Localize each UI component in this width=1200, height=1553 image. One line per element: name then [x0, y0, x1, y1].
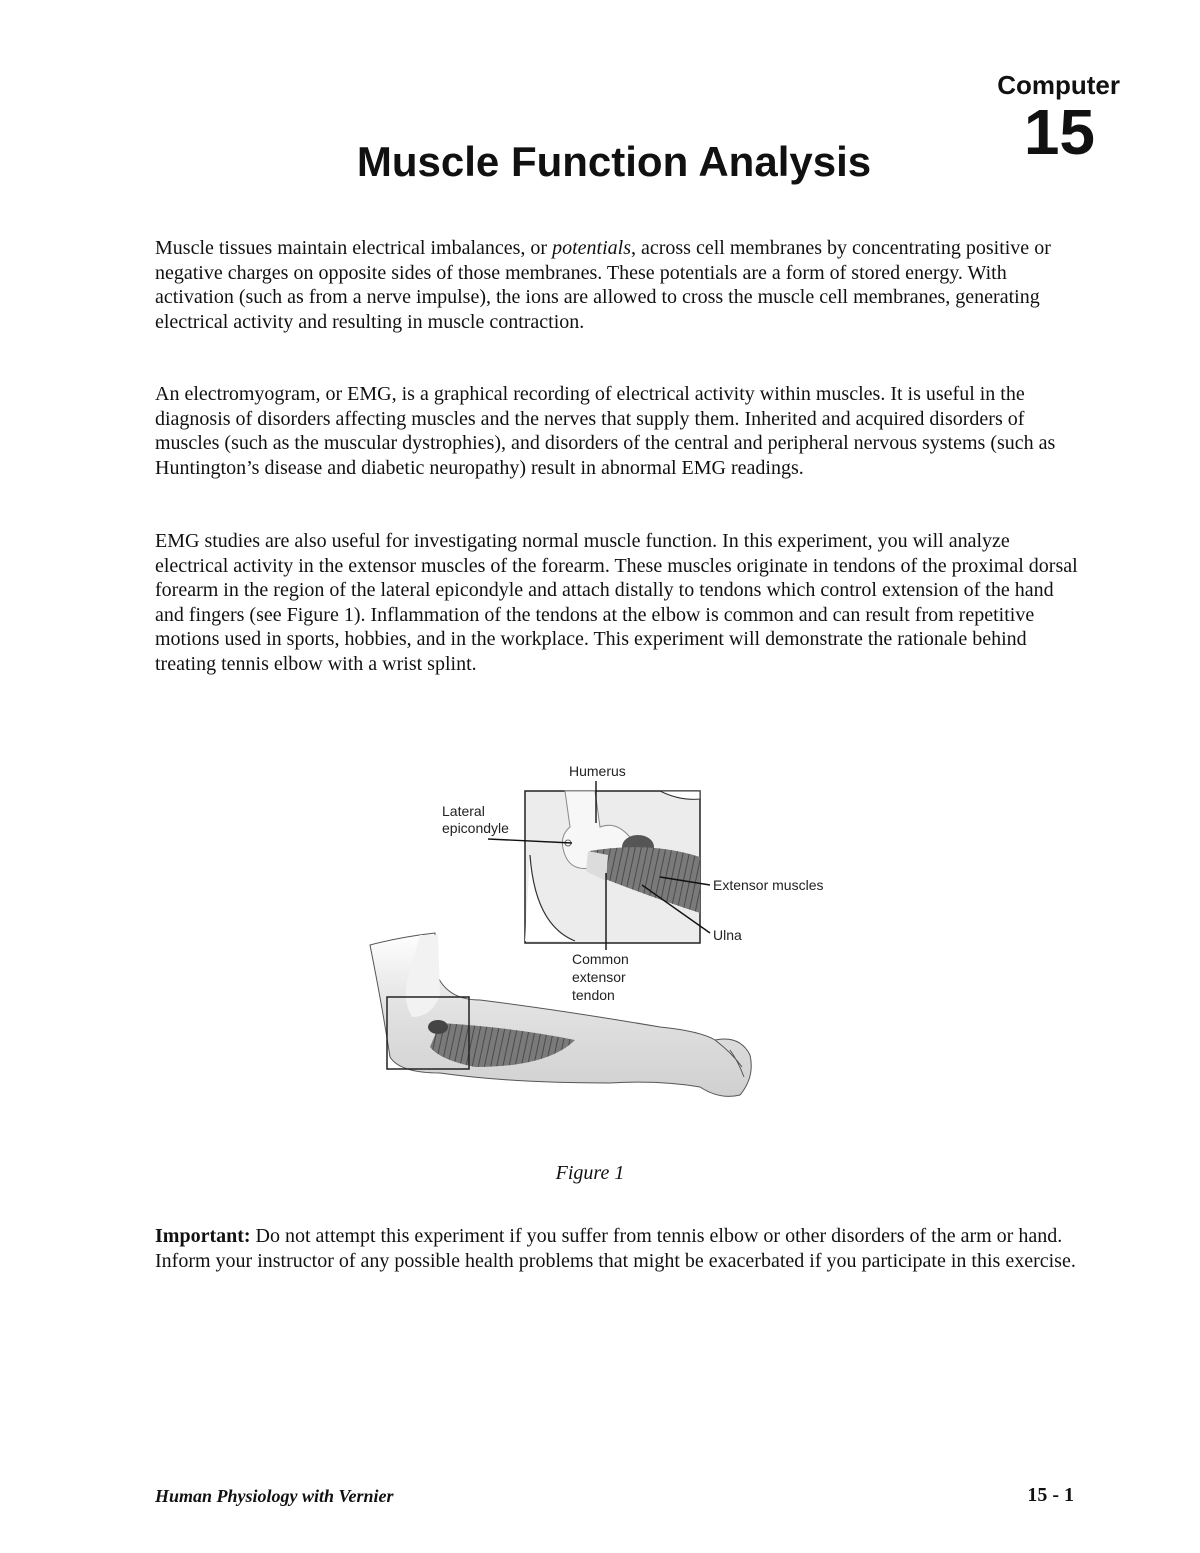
forearm-drawing [370, 933, 751, 1096]
important-label: Important: [155, 1225, 251, 1247]
potentials-term: potentials [552, 237, 631, 259]
experiment-paragraph: EMG studies are also useful for investigating normal muscle function. In this experiment, you will analyze electrical activity in the extensor muscles of the forearm. These muscles originate in tendons of the proximal dorsal forearm in the region of the lateral epicondyle and attach distally to tendons which control extension of the hand and fingers (see Figure 1). Inflammation of the tendons at the elbow is common and can result from repetitive motions used in sports, hobbies, and in the workplace. This experiment will demonstrate the rationale behind treating tennis elbow with a wrist splint. [155, 530, 1078, 675]
footer-page-number: 15 - 1 [1027, 1484, 1074, 1506]
extensor-muscles-label: Extensor muscles [713, 877, 824, 893]
page-title: Muscle Function Analysis [356, 138, 872, 185]
intro-text-end: , across cell membranes by concentrating positive or negative charges on opposite sides of those membranes. These potentials are a form of stored energy. With activation (such as from a nerve impulse), the ions are allowed to cross the muscle cell membranes, generating electrical activity and resulting in muscle contraction. [155, 237, 1051, 333]
intro-text-start: Muscle tissues maintain electrical imbalances, or [155, 237, 553, 259]
important-text: Do not attempt this experiment if you suffer from tennis elbow or other disorders of the arm or hand. Inform your instructor of any possible health problems that might be exacerbated if you participate in this exercise. [155, 1225, 1076, 1272]
chapter-number: 15 [1023, 96, 1095, 168]
emg-paragraph: An electromyogram, or EMG, is a graphical recording of electrical activity within muscles. It is useful in the diagnosis of disorders affecting muscles and the nerves that supply them. Inherited and acquired disorders of muscles (such as the muscular dystrophies), and disorders of the central and peripheral nervous systems (such as Huntington’s disease and diabetic neuropathy) result in abnormal EMG readings. [155, 383, 1056, 479]
forearm-figure [360, 755, 860, 1115]
intro-paragraph [155, 236, 1085, 334]
footer-book-title: Human Physiology with Vernier [155, 1486, 394, 1506]
lateral-epicondyle-label-line2: epicondyle [442, 820, 509, 836]
ulna-label: Ulna [713, 927, 742, 943]
common-extensor-tendon-label-line3: tendon [572, 987, 615, 1003]
important-notice [155, 1224, 1085, 1273]
humerus-label: Humerus [569, 763, 626, 779]
common-extensor-tendon-label-line2: extensor [572, 969, 626, 985]
chapter-label: Computer [997, 70, 1120, 100]
common-extensor-tendon-label-line1: Common [572, 951, 629, 967]
figure-caption: Figure 1 [555, 1162, 625, 1184]
forearm-illustration [360, 755, 860, 1115]
lateral-epicondyle-label-line1: Lateral [442, 803, 485, 819]
zoom-inset [525, 791, 700, 943]
